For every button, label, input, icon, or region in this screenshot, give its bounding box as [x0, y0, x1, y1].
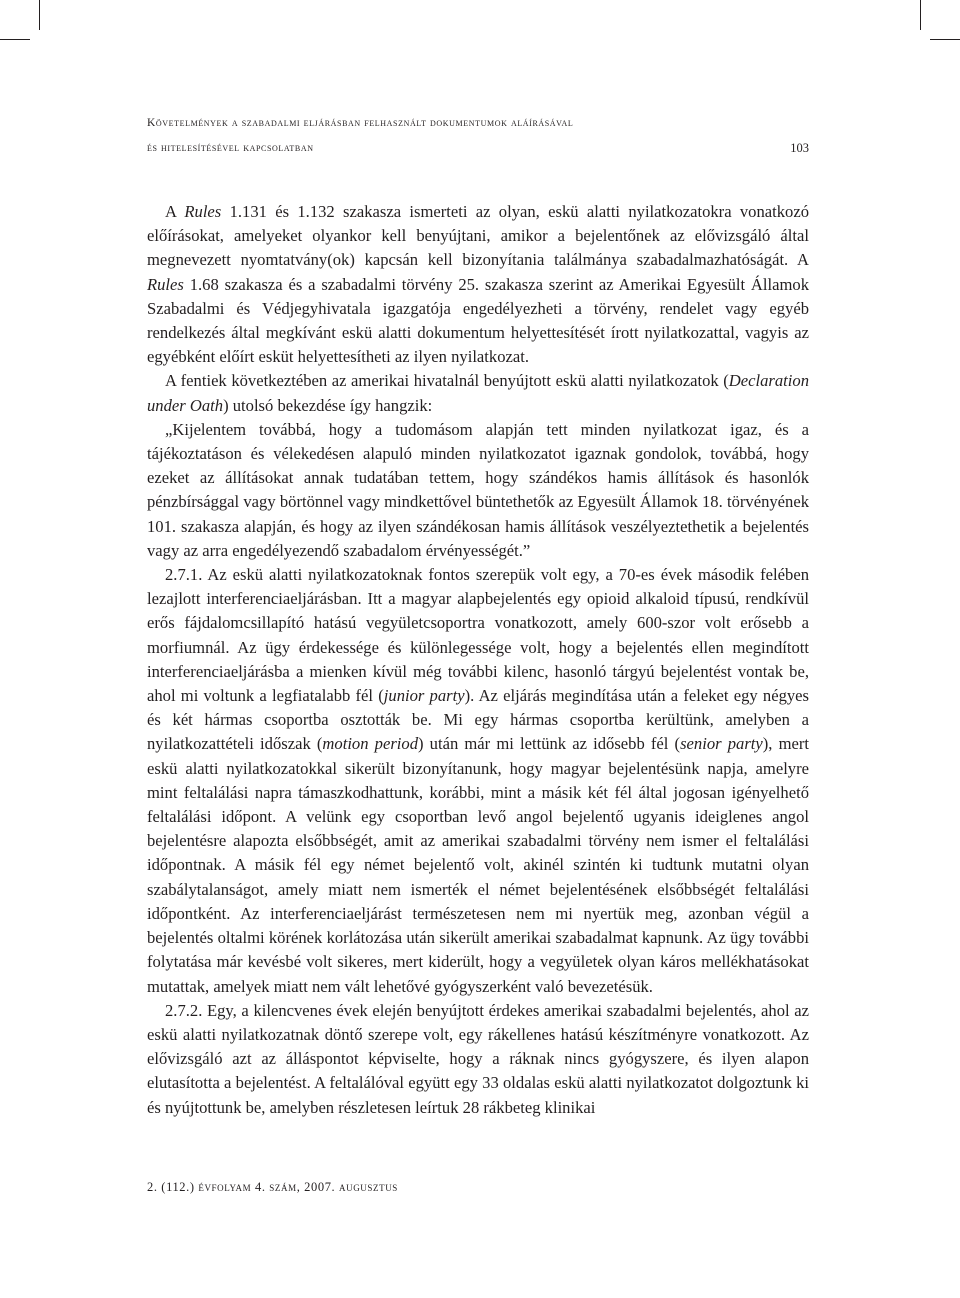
body-paragraph [147, 999, 809, 1120]
paragraph-text: ) után már mi lettünk az idősebb fél ( [418, 734, 681, 754]
crop-mark-top-left-vertical [39, 0, 40, 30]
paragraph-text: 2.7.2. Egy, a kilencvenes évek elején benyújtott érdekes amerikai szabadalmi bejelentés, ahol az eskü alatti nyilatkozatnak döntő szerepe volt, egy rákellenes hatású készítményre vonatkozott. Az elővizsgáló azt az álláspontot képviselte, hogy a ráknak nincs gyógyszere, és ilyen alapon elutasította a bejelentést. A feltalálóval együtt egy 33 oldalas eskü alatti nyilatkozatot dolgoztunk ki és nyújtottunk be, amelyben részletesen leírtuk 28 rákbeteg klinikai [147, 1000, 809, 1117]
crop-mark-top-right-vertical [920, 0, 921, 30]
paragraph-text: 1.68 szakasza és a szabadalmi törvény 25. szakasza szerint az Amerikai Egyesült Államok Szabadalmi és Védjegyhivatala igazgatója engedélyezheti a törvény, rendelet vagy egyéb rendelkezés által megkívánt eskü alatti dokumentum helyettesítését írott nyilatkozattal, vagyis az egyébként előírt esküt helyettesítheti az ilyen nyilatkozat. [147, 274, 809, 367]
italic-term: Rules [184, 202, 222, 221]
paragraph-text: „Kijelentem továbbá, hogy a tudomásom alapján tett minden nyilatkozat igaz, és a tájékoztatáson és vélekedésen alapuló minden nyilatkozatot igaznak gondolok, továbbá, hogy ezeket az állításokat annak tudatában tettem, hogy szándékos hamis állítások és hasonlók pénzbírsággal vagy börtönnel vagy mindkettővel büntethetők az Egyesült Államok 18. törvényének 101. szakasza alapján, és hogy az ilyen szándékosan hamis állítások veszélyeztethetik a bejelentés vagy az arra engedélyezendő szabadalom érvényességét.” [147, 419, 809, 560]
italic-term: junior party [383, 686, 465, 706]
paragraph-text: ), mert eskü alatti nyilatkozatokkal sikerült bizonyítanunk, hogy magyar bejelentésünk napja, amelyre mint feltalálási napra támaszkodhattunk, korábbi, mint a másik két fél által jogosan igényelhető feltalálási időpont. A velünk egy csoportban levő angol bejelentő ugyanis ideiglenes angol bejelentésre alapozta elsőbbségét, amit az amerikai szabadalmi törvény nem ismer el feltalálási időpontnak. A másik fél egy német bejelentő volt, akinél szintén ki tudtunk mutatni olyan szabálytalanságot, amely miatt nem ismerték el német bejelentésének elsőbbségét feltalálási időpontként. Az interferenciaeljárást természetesen nem mi nyertük meg, azonban végül a bejelentés oltalmi körének korlátozása után sikerült amerikai szabadalmat kapnunk. Az ügy további folytatása már kevésbé volt sikeres, mert kiderült, hogy a vegyületek olyan káros mellékhatásokat mutattak, amelyek miatt nem vált lehetővé gyógyszerként való bevezetésük. [147, 734, 809, 996]
italic-term: Declaration under Oath [147, 371, 809, 415]
footer-issue-info: 2. (112.) évfolyam 4. szám, 2007. augusztus [147, 1180, 398, 1194]
body-paragraph [147, 563, 809, 999]
body-paragraph [147, 418, 809, 563]
article-body [147, 200, 809, 1120]
paragraph-text: 2.7.1. Az eskü alatti nyilatkozatoknak fontos szerepük volt egy, a 70-es évek második felében lezajlott interferenciaeljárásban. Itt a magyar alapbejelentés egy opioid alkaloid típusú, rendkívül erős fájdalomcsillapító hatású vegyületcsoportra vonatkozott, amely 600-szor volt erősebb a morfiumnál. Az ügy érdekessége és különlegessége volt, hogy a bejelentés ellen megindított interferenciaeljárásba a mienken kívül még további kilenc, hasonló tárgyú bejelentést vontak be, ahol mi voltunk a legfiatalabb fél ( [147, 565, 809, 706]
paragraph-text: A fentiek következtében az amerikai hivatalnál benyújtott eskü alatti nyilatkozatok ( [165, 371, 729, 391]
paragraph-text: ). Az eljárás megindítása után a feleket egy négyes és két hármas csoportba osztották be. Mi egy hármas csoportba kerültünk, amelyben a nyilatkozattételi időszak ( [147, 686, 809, 754]
body-paragraph [147, 369, 809, 417]
paragraph-text: 1.131 és 1.132 szakasza ismerteti az olyan, eskü alatti nyilatkozatokra vonatkozó előírásokat, amelyeket olyankor kell benyújtani, amikor a bejelentőnek az elővizsgáló által megnevezett nyomtatvány(ok) kapcsán kell bizonyítania találmánya szabadalmazhatóságát. A [147, 202, 810, 270]
paragraph-text: ) utolsó bekezdése így hangzik: [223, 395, 433, 415]
crop-mark-top-right-horizontal [930, 39, 960, 40]
italic-term: Rules [147, 274, 184, 294]
italic-term: motion period [322, 734, 418, 754]
body-paragraph [147, 200, 809, 369]
italic-term: senior party [680, 734, 763, 754]
page-number: 103 [790, 141, 809, 155]
running-header-line-1: Követelmények a szabadalmi eljárásban felhasznált dokumentumok aláírásával [147, 117, 574, 129]
crop-mark-top-left-horizontal [0, 39, 30, 40]
paragraph-text: A [165, 202, 185, 221]
running-header [147, 111, 809, 161]
running-header-line-2: és hitelesítésével kapcsolatban [147, 142, 314, 154]
